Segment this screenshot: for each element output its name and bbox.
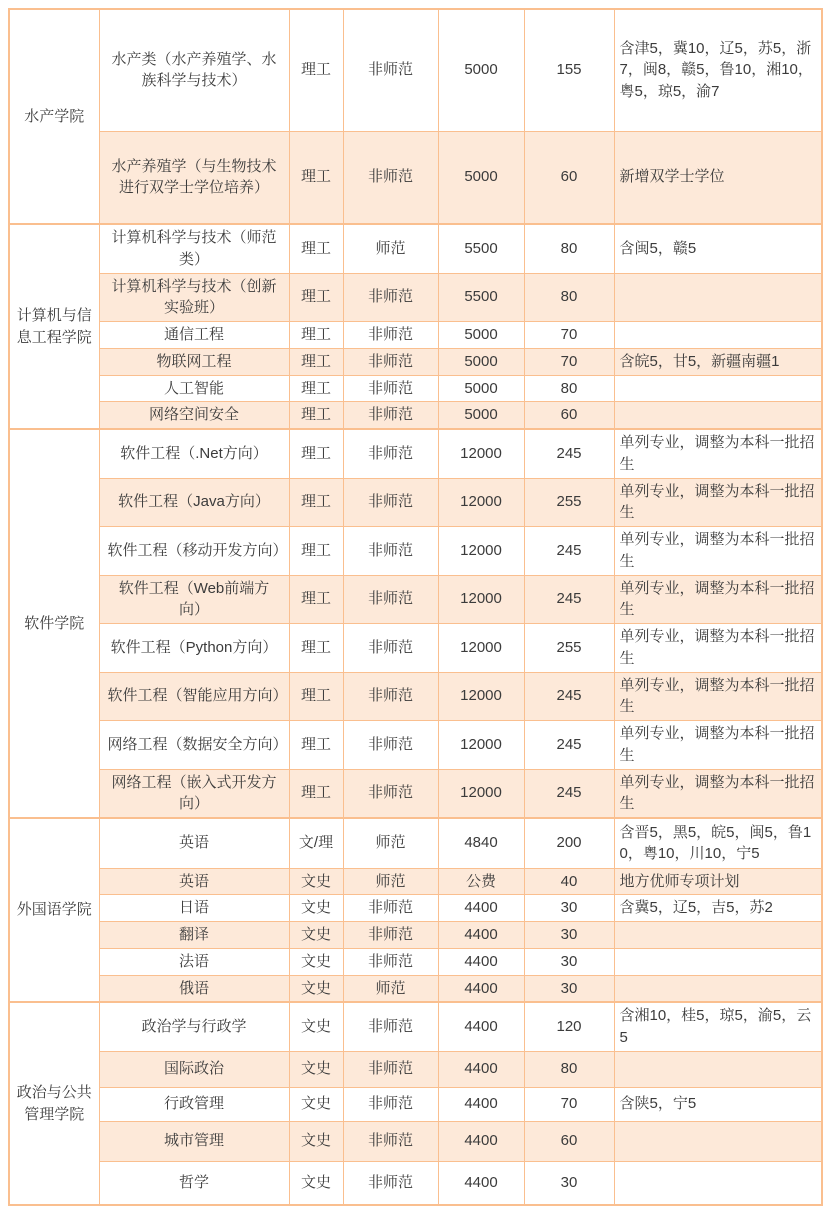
type-cell: 非师范 [343, 1121, 438, 1161]
count-cell: 120 [524, 1002, 614, 1051]
major-cell: 网络工程（嵌入式开发方向） [99, 769, 289, 818]
tuition-cell: 5000 [438, 402, 524, 429]
count-cell: 255 [524, 478, 614, 527]
note-cell: 含湘10，桂5，琼5，渝5，云5 [614, 1002, 822, 1051]
type-cell: 非师范 [343, 922, 438, 949]
count-cell: 245 [524, 769, 614, 818]
major-cell: 计算机科学与技术（师范类） [99, 224, 289, 273]
category-cell: 理工 [289, 527, 343, 576]
table-row [9, 624, 822, 673]
major-cell: 软件工程（Java方向） [99, 478, 289, 527]
type-cell: 非师范 [343, 402, 438, 429]
major-cell: 软件工程（.Net方向） [99, 429, 289, 478]
count-cell: 245 [524, 575, 614, 624]
table-row [9, 769, 822, 818]
college-cell: 软件学院 [9, 429, 99, 818]
major-cell: 哲学 [99, 1161, 289, 1205]
type-cell: 非师范 [343, 1002, 438, 1051]
table-row [9, 948, 822, 975]
table-row [9, 1087, 822, 1121]
note-cell: 单列专业，调整为本科一批招生 [614, 575, 822, 624]
category-cell: 理工 [289, 348, 343, 375]
category-cell: 理工 [289, 322, 343, 349]
enrollment-table [8, 8, 823, 1206]
type-cell: 非师范 [343, 1087, 438, 1121]
type-cell: 非师范 [343, 1161, 438, 1205]
type-cell: 非师范 [343, 348, 438, 375]
category-cell: 理工 [289, 9, 343, 131]
count-cell: 70 [524, 348, 614, 375]
major-cell: 网络工程（数据安全方向） [99, 721, 289, 770]
table-row [9, 672, 822, 721]
table-row [9, 527, 822, 576]
category-cell: 文史 [289, 1051, 343, 1087]
category-cell: 理工 [289, 769, 343, 818]
table-row [9, 721, 822, 770]
major-cell: 人工智能 [99, 375, 289, 402]
category-cell: 文史 [289, 868, 343, 895]
tuition-cell: 12000 [438, 429, 524, 478]
category-cell: 文史 [289, 1121, 343, 1161]
count-cell: 155 [524, 9, 614, 131]
count-cell: 30 [524, 975, 614, 1002]
category-cell: 文史 [289, 975, 343, 1002]
note-cell: 地方优师专项计划 [614, 868, 822, 895]
table-row [9, 1002, 822, 1051]
note-cell [614, 375, 822, 402]
note-cell: 单列专业，调整为本科一批招生 [614, 624, 822, 673]
tuition-cell: 12000 [438, 672, 524, 721]
count-cell: 80 [524, 1051, 614, 1087]
major-cell: 软件工程（Web前端方向） [99, 575, 289, 624]
category-cell: 理工 [289, 575, 343, 624]
type-cell: 非师范 [343, 273, 438, 322]
count-cell: 30 [524, 948, 614, 975]
enrollment-table-body [9, 9, 822, 1205]
table-row [9, 1051, 822, 1087]
note-cell [614, 922, 822, 949]
tuition-cell: 公费 [438, 868, 524, 895]
note-cell [614, 1161, 822, 1205]
note-cell: 含闽5，赣5 [614, 224, 822, 273]
college-cell: 政治与公共管理学院 [9, 1002, 99, 1205]
note-cell [614, 322, 822, 349]
category-cell: 理工 [289, 224, 343, 273]
count-cell: 80 [524, 224, 614, 273]
tuition-cell: 4840 [438, 818, 524, 868]
count-cell: 70 [524, 1087, 614, 1121]
major-cell: 政治学与行政学 [99, 1002, 289, 1051]
table-row [9, 818, 822, 868]
tuition-cell: 5000 [438, 322, 524, 349]
category-cell: 理工 [289, 429, 343, 478]
table-row [9, 429, 822, 478]
type-cell: 非师范 [343, 9, 438, 131]
note-cell: 含津5，冀10，辽5，苏5，浙7，闽8，赣5，鲁10，湘10，粤5，琼5，渝7 [614, 9, 822, 131]
major-cell: 法语 [99, 948, 289, 975]
count-cell: 245 [524, 429, 614, 478]
count-cell: 60 [524, 402, 614, 429]
note-cell [614, 1121, 822, 1161]
table-row [9, 1121, 822, 1161]
type-cell: 非师范 [343, 527, 438, 576]
count-cell: 60 [524, 131, 614, 224]
note-cell: 含皖5，甘5，新疆南疆1 [614, 348, 822, 375]
major-cell: 国际政治 [99, 1051, 289, 1087]
page [0, 8, 828, 1192]
note-cell: 单列专业，调整为本科一批招生 [614, 721, 822, 770]
count-cell: 30 [524, 895, 614, 922]
major-cell: 城市管理 [99, 1121, 289, 1161]
college-cell: 水产学院 [9, 9, 99, 224]
count-cell: 60 [524, 1121, 614, 1161]
type-cell: 师范 [343, 224, 438, 273]
table-row [9, 375, 822, 402]
tuition-cell: 4400 [438, 1002, 524, 1051]
type-cell: 师范 [343, 975, 438, 1002]
table-row [9, 131, 822, 224]
tuition-cell: 4400 [438, 1161, 524, 1205]
type-cell: 非师范 [343, 769, 438, 818]
table-row [9, 975, 822, 1002]
table-row [9, 478, 822, 527]
major-cell: 俄语 [99, 975, 289, 1002]
category-cell: 理工 [289, 624, 343, 673]
category-cell: 理工 [289, 478, 343, 527]
major-cell: 行政管理 [99, 1087, 289, 1121]
category-cell: 理工 [289, 672, 343, 721]
category-cell: 文史 [289, 1161, 343, 1205]
note-cell: 单列专业，调整为本科一批招生 [614, 527, 822, 576]
note-cell [614, 975, 822, 1002]
note-cell: 单列专业，调整为本科一批招生 [614, 769, 822, 818]
category-cell: 文史 [289, 1002, 343, 1051]
table-row [9, 273, 822, 322]
category-cell: 文/理 [289, 818, 343, 868]
tuition-cell: 12000 [438, 769, 524, 818]
count-cell: 255 [524, 624, 614, 673]
type-cell: 非师范 [343, 322, 438, 349]
major-cell: 软件工程（智能应用方向） [99, 672, 289, 721]
major-cell: 英语 [99, 868, 289, 895]
category-cell: 理工 [289, 721, 343, 770]
table-row [9, 922, 822, 949]
type-cell: 师范 [343, 818, 438, 868]
college-cell: 计算机与信息工程学院 [9, 224, 99, 429]
count-cell: 245 [524, 527, 614, 576]
table-row [9, 348, 822, 375]
major-cell: 翻译 [99, 922, 289, 949]
type-cell: 非师范 [343, 721, 438, 770]
note-cell: 含冀5，辽5，吉5，苏2 [614, 895, 822, 922]
tuition-cell: 5000 [438, 375, 524, 402]
count-cell: 80 [524, 375, 614, 402]
note-cell: 含晋5，黑5，皖5，闽5，鲁10，粤10，川10，宁5 [614, 818, 822, 868]
note-cell: 单列专业，调整为本科一批招生 [614, 478, 822, 527]
category-cell: 文史 [289, 922, 343, 949]
major-cell: 计算机科学与技术（创新实验班） [99, 273, 289, 322]
note-cell: 含陕5，宁5 [614, 1087, 822, 1121]
major-cell: 软件工程（移动开发方向） [99, 527, 289, 576]
tuition-cell: 12000 [438, 575, 524, 624]
note-cell [614, 948, 822, 975]
type-cell: 非师范 [343, 1051, 438, 1087]
major-cell: 物联网工程 [99, 348, 289, 375]
type-cell: 非师范 [343, 895, 438, 922]
category-cell: 理工 [289, 273, 343, 322]
tuition-cell: 5500 [438, 273, 524, 322]
note-cell [614, 273, 822, 322]
major-cell: 水产类（水产养殖学、水族科学与技术） [99, 9, 289, 131]
major-cell: 通信工程 [99, 322, 289, 349]
major-cell: 日语 [99, 895, 289, 922]
category-cell: 文史 [289, 895, 343, 922]
tuition-cell: 12000 [438, 527, 524, 576]
major-cell: 水产养殖学（与生物技术进行双学士学位培养） [99, 131, 289, 224]
tuition-cell: 12000 [438, 478, 524, 527]
count-cell: 40 [524, 868, 614, 895]
tuition-cell: 12000 [438, 624, 524, 673]
type-cell: 非师范 [343, 624, 438, 673]
type-cell: 非师范 [343, 575, 438, 624]
count-cell: 70 [524, 322, 614, 349]
tuition-cell: 4400 [438, 895, 524, 922]
table-row [9, 895, 822, 922]
note-cell: 单列专业，调整为本科一批招生 [614, 429, 822, 478]
count-cell: 245 [524, 672, 614, 721]
note-cell: 新增双学士学位 [614, 131, 822, 224]
table-row [9, 322, 822, 349]
note-cell: 单列专业，调整为本科一批招生 [614, 672, 822, 721]
category-cell: 文史 [289, 948, 343, 975]
type-cell: 非师范 [343, 429, 438, 478]
tuition-cell: 5000 [438, 131, 524, 224]
category-cell: 文史 [289, 1087, 343, 1121]
table-row [9, 575, 822, 624]
table-row [9, 402, 822, 429]
table-row [9, 1161, 822, 1205]
category-cell: 理工 [289, 402, 343, 429]
category-cell: 理工 [289, 131, 343, 224]
category-cell: 理工 [289, 375, 343, 402]
tuition-cell: 4400 [438, 1087, 524, 1121]
tuition-cell: 4400 [438, 948, 524, 975]
type-cell: 非师范 [343, 131, 438, 224]
major-cell: 网络空间安全 [99, 402, 289, 429]
type-cell: 非师范 [343, 672, 438, 721]
tuition-cell: 4400 [438, 1121, 524, 1161]
tuition-cell: 5000 [438, 348, 524, 375]
table-row [9, 868, 822, 895]
tuition-cell: 4400 [438, 922, 524, 949]
college-cell: 外国语学院 [9, 818, 99, 1002]
type-cell: 师范 [343, 868, 438, 895]
count-cell: 30 [524, 922, 614, 949]
count-cell: 200 [524, 818, 614, 868]
count-cell: 245 [524, 721, 614, 770]
table-row [9, 224, 822, 273]
tuition-cell: 4400 [438, 1051, 524, 1087]
count-cell: 30 [524, 1161, 614, 1205]
tuition-cell: 12000 [438, 721, 524, 770]
note-cell [614, 402, 822, 429]
major-cell: 英语 [99, 818, 289, 868]
count-cell: 80 [524, 273, 614, 322]
tuition-cell: 4400 [438, 975, 524, 1002]
table-row [9, 9, 822, 131]
tuition-cell: 5000 [438, 9, 524, 131]
tuition-cell: 5500 [438, 224, 524, 273]
type-cell: 非师范 [343, 478, 438, 527]
type-cell: 非师范 [343, 948, 438, 975]
type-cell: 非师范 [343, 375, 438, 402]
major-cell: 软件工程（Python方向） [99, 624, 289, 673]
note-cell [614, 1051, 822, 1087]
